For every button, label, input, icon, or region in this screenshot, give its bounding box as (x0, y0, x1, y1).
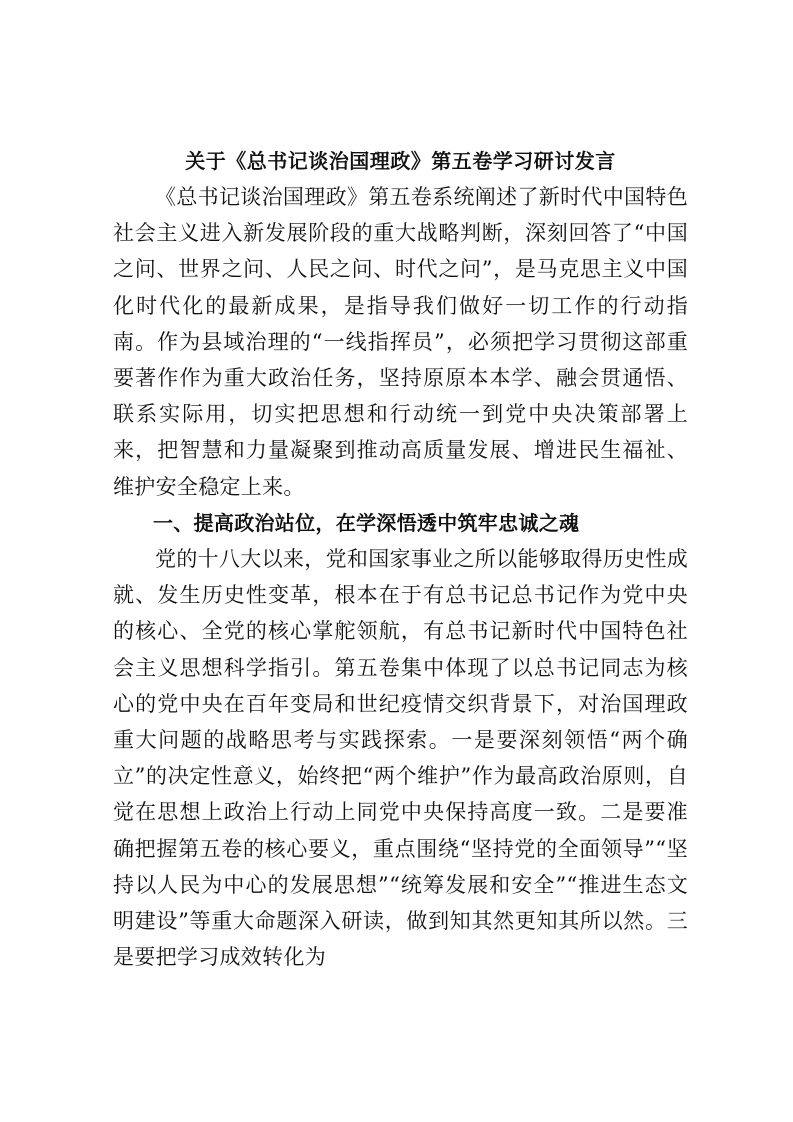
document-title: 关于《总书记谈治国理政》第五卷学习研讨发言 (185, 149, 616, 173)
section-heading-1: 一、提高政治站位，在学深悟透中筑牢忠诚之魂 (153, 510, 580, 535)
section-1-paragraph: 党的十八大以来，党和国家事业之所以能够取得历史性成就、发生历史性变革，根本在于有总书记总书记作为党中央的核心、全党的核心掌舵领航，有总书记新时代中国特色社会主义思想科学指引。第五卷集中体现了以总书记同志为核心的党中央在百年变局和世纪疫情交织背景下，对治国理政重大问题的战略思考与实践探索。一是要深刻领悟“两个确立”的决定性意义，始终把“两个维护”作为最高政治原则，自觉在思想上政治上行动上同党中央保持高度一致。二是要准确把握第五卷的核心要义，重点围绕“坚持党的全面领导”“坚持以人民为中心的发展思想”“统筹发展和安全”“推进生态文明建设”等重大命题深入研读，做到知其然更知其所以然。三是要把学习成效转化为 (113, 547, 688, 970)
intro-paragraph: 《总书记谈治国理政》第五卷系统阐述了新时代中国特色社会主义进入新发展阶段的重大战略判断，深刻回答了“中国之问、世界之问、人民之问、时代之问”，是马克思主义中国化时代化的最新成果，是指导我们做好一切工作的行动指南。作为县域治理的“一线指挥员”，必须把学习贯彻这部重要著作作为重大政治任务，坚持原原本本学、融会贯通悟、联系实际用，切实把思想和行动统一到党中央决策部署上来，把智慧和力量凝聚到推动高质量发展、增进民生福祉、维护安全稳定上来。 (113, 185, 688, 499)
document-page (113, 143, 688, 975)
